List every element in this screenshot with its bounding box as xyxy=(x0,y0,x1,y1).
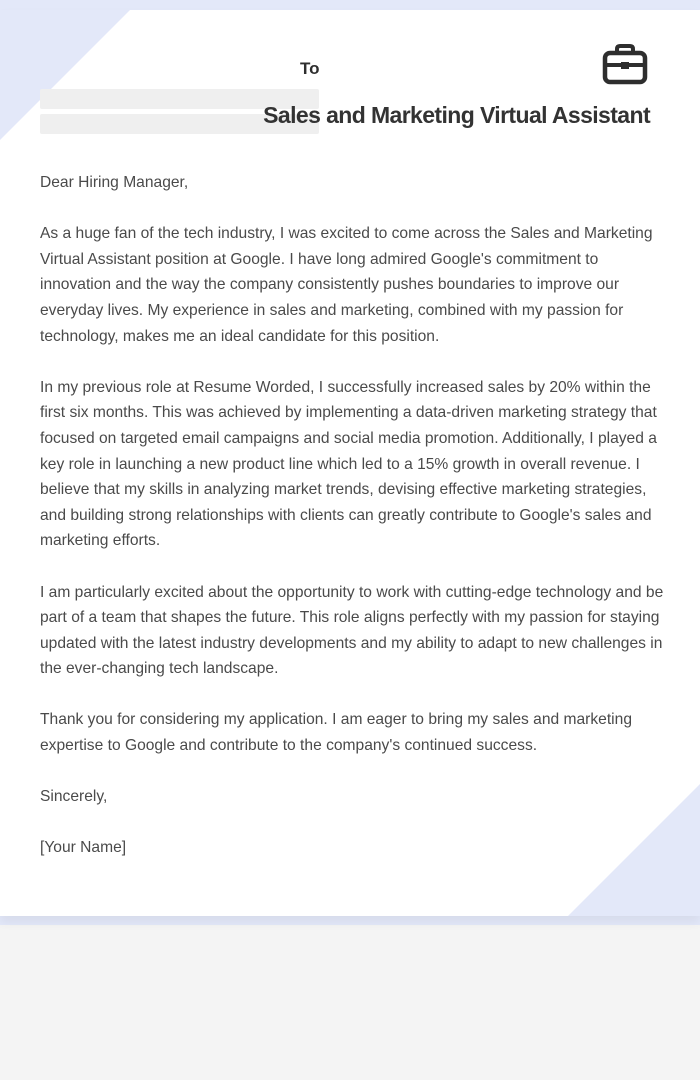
recipient-to-label: To xyxy=(300,59,320,78)
body-paragraph: Thank you for considering my application. I am eager to bring my sales and marketing expertise to Google and contribute to the company's continued success. xyxy=(40,711,632,755)
signature-placeholder: [Your Name] xyxy=(40,839,127,857)
job-title-heading: Sales and Marketing Virtual Assistant xyxy=(263,102,650,128)
body-paragraph: I am particularly excited about the opportunity to work with cutting-edge technology and be part of a team that shapes the future. This role aligns perfectly with my passion for staying updated with the latest industry developments and my ability to adapt to new challenges in the ever-changing tech landscape. xyxy=(40,583,664,678)
briefcase-icon xyxy=(602,43,648,85)
letter-body xyxy=(40,170,665,887)
closing: Sincerely, xyxy=(40,788,108,806)
body-paragraph: As a huge fan of the tech industry, I was excited to come across the Sales and Marketing Virtual Assistant position at Google. I have long admired Google's commitment to innovation and the way the company consistently pushes boundaries to improve our everyday lives. My experience in sales and marketing, combined with my passion for technology, makes me an ideal candidate for this position. xyxy=(40,225,653,345)
cover-letter-page xyxy=(0,10,700,916)
body-paragraph: In my previous role at Resume Worded, I successfully increased sales by 20% within the first six months. This was achieved by implementing a data-driven marketing strategy that focused on targeted email campaigns and social media promotion. Additionally, I played a key role in launching a new product line which led to a 15% growth in overall revenue. I believe that my skills in analyzing market trends, devising effective marketing strategies, and building strong relationships with clients can greatly contribute to Google's sales and marketing efforts. xyxy=(40,378,657,550)
salutation: Dear Hiring Manager, xyxy=(40,174,189,191)
